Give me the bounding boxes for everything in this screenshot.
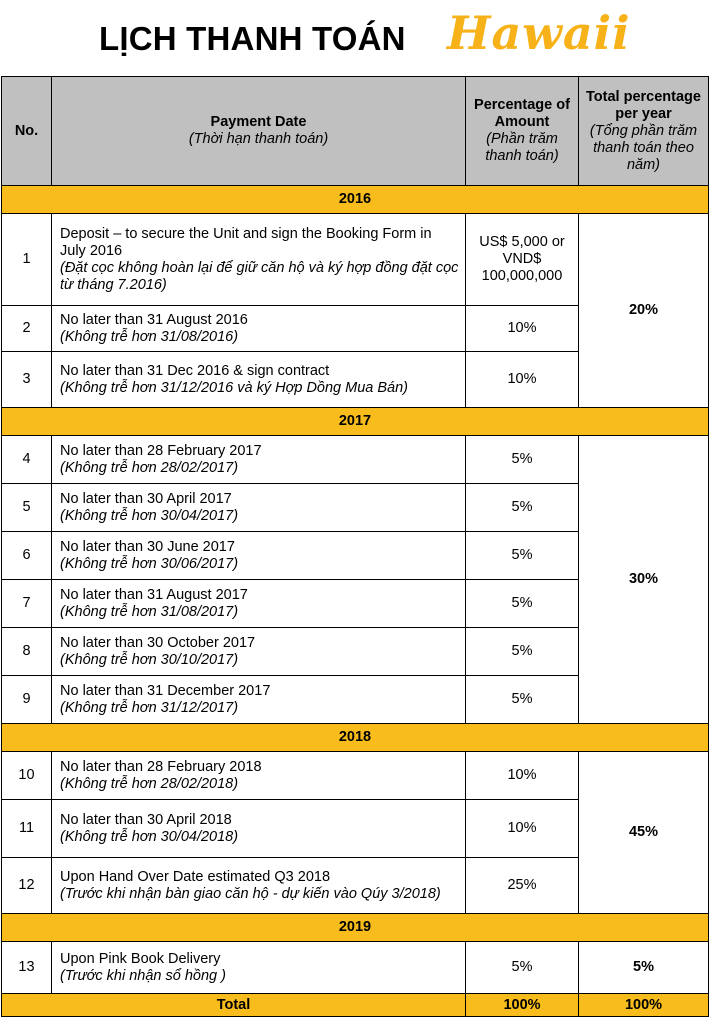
page-header (0, 6, 710, 70)
year-total-2019: 5% (579, 942, 709, 994)
row-number: 2 (2, 306, 52, 352)
row-description-vi: (Không trễ hơn 28/02/2018) (60, 775, 239, 792)
total-percentage: 100% (466, 994, 579, 1017)
row-description (52, 800, 466, 858)
row-number: 10 (2, 752, 52, 800)
row-percentage: 5% (466, 532, 579, 580)
row-percentage: 5% (466, 580, 579, 628)
header-percentage-en: Percentage of Amount (474, 97, 570, 130)
row-description-vi: (Không trễ hơn 31/08/2017) (60, 603, 239, 620)
row-description-en: No later than 28 February 2018 (60, 758, 262, 775)
row-description-vi: (Không trễ hơn 30/10/2017) (60, 651, 239, 668)
row-number: 13 (2, 942, 52, 994)
total-row (2, 994, 709, 1017)
header-percentage-vi: (Phần trăm thanh toán) (485, 131, 559, 164)
row-percentage: 10% (466, 752, 579, 800)
row-description (52, 484, 466, 532)
row-description (52, 628, 466, 676)
year-row-2016 (2, 186, 709, 214)
row-description (52, 532, 466, 580)
payment-schedule-table (1, 76, 709, 1017)
row-description (52, 942, 466, 994)
row-number: 7 (2, 580, 52, 628)
header-percentage (466, 77, 579, 186)
header-payment-date (52, 77, 466, 186)
header-total-vi: (Tổng phần trăm thanh toán theo năm) (589, 122, 698, 173)
row-description-vi: (Không trễ hơn 31/12/2016 và ký Hợp Dồng Mua Bán) (60, 379, 409, 396)
row-percentage: 5% (466, 484, 579, 532)
row-description-vi: (Trước khi nhận sổ hồng ) (60, 967, 226, 984)
header-no: No. (2, 77, 52, 186)
row-percentage: 5% (466, 436, 579, 484)
row-description (52, 352, 466, 408)
row-description-en: Deposit – to secure the Unit and sign the Booking Form in July 2016 (60, 225, 432, 259)
row-percentage: 5% (466, 628, 579, 676)
row-description (52, 436, 466, 484)
table-row (2, 436, 709, 484)
row-number: 3 (2, 352, 52, 408)
row-percentage: 25% (466, 858, 579, 914)
year-row-2018 (2, 724, 709, 752)
row-percentage: 5% (466, 676, 579, 724)
row-description-vi: (Không trễ hơn 30/04/2018) (60, 828, 239, 845)
total-label: Total (2, 994, 466, 1017)
row-description-vi: (Không trễ hơn 31/08/2016) (60, 328, 239, 345)
total-year-percentage: 100% (579, 994, 709, 1017)
row-percentage: US$ 5,000 or VND$ 100,000,000 (466, 214, 579, 306)
year-label: 2018 (2, 724, 709, 752)
row-description-en: No later than 28 February 2017 (60, 442, 262, 459)
row-number: 11 (2, 800, 52, 858)
row-number: 6 (2, 532, 52, 580)
row-description (52, 214, 466, 306)
row-number: 12 (2, 858, 52, 914)
row-percentage: 10% (466, 800, 579, 858)
row-description (52, 306, 466, 352)
table-header-row (2, 77, 709, 186)
row-number: 9 (2, 676, 52, 724)
page-title: LỊCH THANH TOÁN (99, 20, 406, 57)
row-description-vi: (Không trễ hơn 30/06/2017) (60, 555, 239, 572)
row-description-en: No later than 31 August 2016 (60, 311, 248, 328)
row-percentage: 10% (466, 306, 579, 352)
row-description-vi: (Đặt cọc không hoàn lại để giữ căn hộ và ký hợp đồng đặt cọc từ tháng 7.2016) (60, 259, 459, 293)
year-label: 2019 (2, 914, 709, 942)
header-total-en: Total percentage per year (586, 88, 701, 122)
row-number: 8 (2, 628, 52, 676)
row-description-en: No later than 31 August 2017 (60, 586, 248, 603)
row-description (52, 676, 466, 724)
header-total-per-year (579, 77, 709, 186)
row-description-en: Upon Pink Book Delivery (60, 950, 221, 967)
header-payment-date-vi: (Thời hạn thanh toán) (188, 131, 329, 147)
row-description-en: No later than 30 April 2017 (60, 490, 232, 507)
row-description-en: No later than 31 December 2017 (60, 682, 271, 699)
row-percentage: 5% (466, 942, 579, 994)
row-description-en: No later than 30 April 2018 (60, 811, 232, 828)
year-total-2018: 45% (579, 752, 709, 914)
header-payment-date-en: Payment Date (210, 114, 307, 130)
row-description-en: No later than 31 Dec 2016 & sign contract (60, 362, 330, 379)
year-total-2017: 30% (579, 436, 709, 724)
row-description (52, 580, 466, 628)
row-description-vi: (Không trễ hơn 28/02/2017) (60, 459, 239, 476)
row-description (52, 858, 466, 914)
year-total-2016: 20% (579, 214, 709, 408)
table-row (2, 752, 709, 800)
row-description-en: Upon Hand Over Date estimated Q3 2018 (60, 868, 331, 885)
year-row-2017 (2, 408, 709, 436)
year-label: 2017 (2, 408, 709, 436)
row-description-vi: (Không trễ hơn 30/04/2017) (60, 507, 239, 524)
year-label: 2016 (2, 186, 709, 214)
row-description-vi: (Trước khi nhận bàn giao căn hộ - dự kiến vào Qúy 3/2018) (60, 885, 441, 902)
brand-logo-text: Hawaii (447, 6, 631, 60)
row-percentage: 10% (466, 352, 579, 408)
row-number: 5 (2, 484, 52, 532)
row-description-en: No later than 30 June 2017 (60, 538, 235, 555)
row-description (52, 752, 466, 800)
year-row-2019 (2, 914, 709, 942)
row-number: 4 (2, 436, 52, 484)
table-row (2, 214, 709, 306)
row-description-en: No later than 30 October 2017 (60, 634, 256, 651)
row-number: 1 (2, 214, 52, 306)
table-row (2, 942, 709, 994)
row-description-vi: (Không trễ hơn 31/12/2017) (60, 699, 239, 716)
